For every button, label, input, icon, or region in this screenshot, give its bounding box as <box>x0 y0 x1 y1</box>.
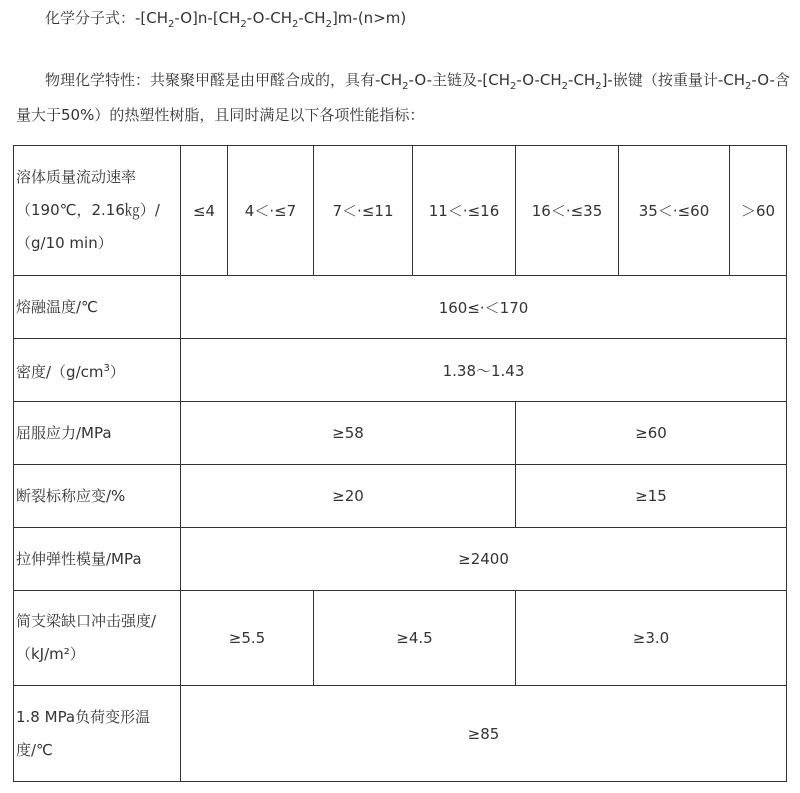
charpy-value: ≥5.5 <box>181 591 314 686</box>
yield-stress-value-left: ≥58 <box>181 402 516 465</box>
charpy-label-line1: 简支梁缺口冲击强度/ <box>16 612 157 630</box>
melt-flow-value: 7＜·≤11 <box>314 146 413 276</box>
tensile-modulus-label: 拉伸弹性模量/MPa <box>14 528 181 591</box>
table-row-yield-stress <box>14 402 787 465</box>
melt-flow-label <box>14 146 181 276</box>
tensile-modulus-value: ≥2400 <box>181 528 787 591</box>
melt-flow-value: 35＜·≤60 <box>619 146 730 276</box>
table-row-hdt <box>14 686 787 782</box>
hdt-label <box>14 686 181 782</box>
density-label: 密度$/(g/cm^3)$ <box>14 339 181 402</box>
table-row-tensile-modulus <box>14 528 787 591</box>
break-strain-value-left: ≥20 <box>181 465 516 528</box>
hdt-value: ≥85 <box>181 686 787 782</box>
break-strain-label: 断裂标称应变/% <box>14 465 181 528</box>
charpy-value: ≥3.0 <box>516 591 787 686</box>
melt-flow-label-line2: （190℃，2.16㎏）/ <box>16 201 160 219</box>
charpy-label-line2: （kJ/m²） <box>16 645 85 663</box>
melt-flow-value: 4＜·≤7 <box>228 146 314 276</box>
melt-flow-value: 16＜·≤35 <box>516 146 619 276</box>
melting-temp-value: 160≤·＜170 <box>181 276 787 339</box>
yield-stress-value-right: ≥60 <box>516 402 787 465</box>
charpy-value: ≥4.5 <box>314 591 516 686</box>
melt-flow-value: ＞60 <box>730 146 787 276</box>
table-row-melt-flow <box>14 146 787 276</box>
charpy-label <box>14 591 181 686</box>
melting-temp-label: 熔融温度/℃ <box>14 276 181 339</box>
break-strain-value-right: ≥15 <box>516 465 787 528</box>
melt-flow-value: ≤4 <box>181 146 228 276</box>
density-value: 1.38～1.43 <box>181 339 787 402</box>
melt-flow-label-line1: 溶体质量流动速率 <box>16 168 137 186</box>
table-row-melting-temp <box>14 276 787 339</box>
properties-paragraph: 物理化学特性：共聚聚甲醛是由甲醛合成的，具有$-CH_2-O-$主链及$-[CH_2-O-CH_2-CH_2]-$嵌键（按重量计$-CH_2-O-$含量大于50%）的热塑性树脂，且同时满足以下各项性能指标： <box>16 71 790 124</box>
melt-flow-label-line3: （g/10 min） <box>16 234 113 252</box>
performance-table <box>13 145 787 782</box>
table-row-break-strain <box>14 465 787 528</box>
hdt-label-line1: 1.8 MPa负荷变形温 <box>16 707 151 726</box>
table-row-charpy <box>14 591 787 686</box>
hdt-label-line2: 度/℃ <box>16 740 53 759</box>
yield-stress-label: 屈服应力/MPa <box>14 402 181 465</box>
formula-line: 化学分子式：$-[CH_2-O]n-[CH_2-O-CH_2-CH_2]m-(n>m)$ <box>45 9 407 30</box>
table-row-density <box>14 339 787 402</box>
melt-flow-value: 11＜·≤16 <box>413 146 516 276</box>
